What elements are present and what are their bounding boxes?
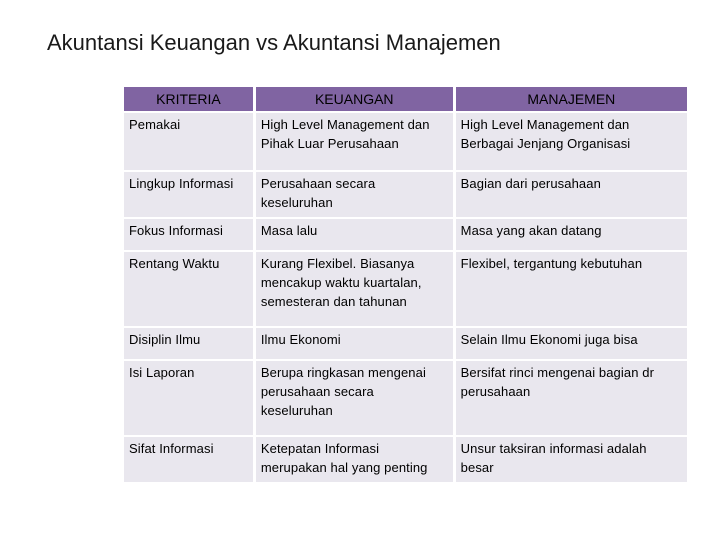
header-kriteria: KRITERIA bbox=[124, 87, 253, 111]
table-row bbox=[124, 361, 687, 435]
table-row bbox=[124, 172, 687, 217]
table-row bbox=[124, 328, 687, 359]
cell-keuangan: Ilmu Ekonomi bbox=[256, 328, 453, 359]
cell-keuangan: Masa lalu bbox=[256, 219, 453, 250]
table-row bbox=[124, 113, 687, 170]
comparison-table bbox=[121, 85, 690, 484]
cell-keuangan: Berupa ringkasan mengenai perusahaan secara keseluruhan bbox=[256, 361, 453, 435]
cell-keuangan: Ketepatan Informasi merupakan hal yang penting bbox=[256, 437, 453, 482]
cell-keuangan: Perusahaan secara keseluruhan bbox=[256, 172, 453, 217]
cell-kriteria: Fokus Informasi bbox=[124, 219, 253, 250]
table-header-row bbox=[124, 87, 687, 111]
cell-manajemen: Bersifat rinci mengenai bagian dr perusahaan bbox=[456, 361, 687, 435]
table-row bbox=[124, 219, 687, 250]
cell-manajemen: Unsur taksiran informasi adalah besar bbox=[456, 437, 687, 482]
cell-kriteria: Pemakai bbox=[124, 113, 253, 170]
cell-manajemen: Flexibel, tergantung kebutuhan bbox=[456, 252, 687, 326]
cell-keuangan: Kurang Flexibel. Biasanya mencakup waktu kuartalan, semesteran dan tahunan bbox=[256, 252, 453, 326]
cell-manajemen: High Level Management dan Berbagai Jenjang Organisasi bbox=[456, 113, 687, 170]
header-keuangan: KEUANGAN bbox=[256, 87, 453, 111]
table-row bbox=[124, 437, 687, 482]
page-title: Akuntansi Keuangan vs Akuntansi Manajemen bbox=[47, 30, 501, 55]
header-manajemen: MANAJEMEN bbox=[456, 87, 687, 111]
cell-kriteria: Rentang Waktu bbox=[124, 252, 253, 326]
cell-kriteria: Sifat Informasi bbox=[124, 437, 253, 482]
cell-kriteria: Lingkup Informasi bbox=[124, 172, 253, 217]
cell-kriteria: Isi Laporan bbox=[124, 361, 253, 435]
cell-keuangan: High Level Management dan Pihak Luar Perusahaan bbox=[256, 113, 453, 170]
cell-manajemen: Bagian dari perusahaan bbox=[456, 172, 687, 217]
table-row bbox=[124, 252, 687, 326]
cell-kriteria: Disiplin Ilmu bbox=[124, 328, 253, 359]
cell-manajemen: Selain Ilmu Ekonomi juga bisa bbox=[456, 328, 687, 359]
cell-manajemen: Masa yang akan datang bbox=[456, 219, 687, 250]
